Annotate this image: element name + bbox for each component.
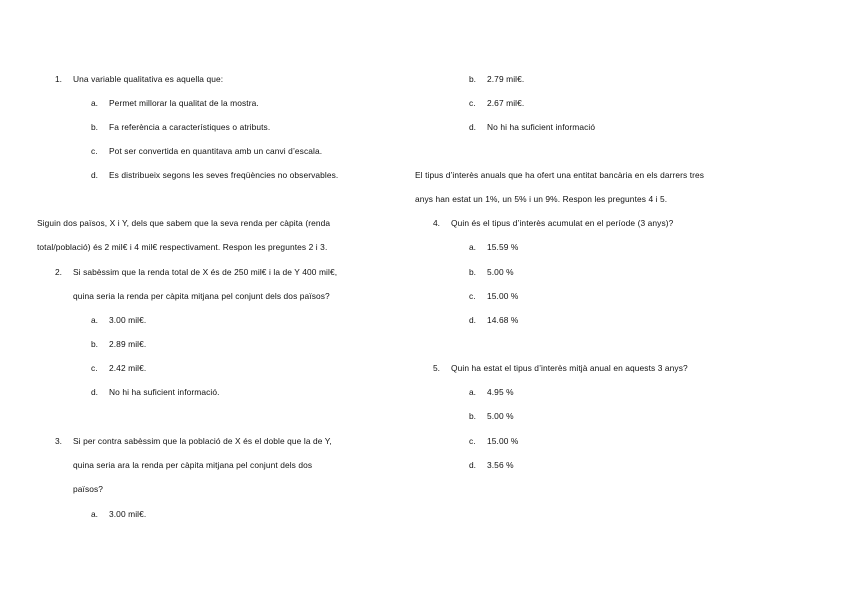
q1-option-c: Pot ser convertida en quantitava amb un canvi d’escala. [109, 146, 323, 156]
q1-option-b: Fa referència a característiques o atributs. [109, 122, 271, 132]
q5-text: Quin ha estat el tipus d’interès mitjà anual en aquests 3 anys? [451, 363, 688, 373]
q4-text: Quin és el tipus d’interès acumulat en el període (3 anys)? [451, 218, 674, 228]
q5-option-d-letter: d. [469, 460, 476, 470]
q4-option-b: 5.00 % [487, 267, 514, 277]
q5-option-d: 3.56 % [487, 460, 514, 470]
q5-option-c-letter: c. [469, 436, 476, 446]
q4-option-b-letter: b. [469, 267, 476, 277]
q1-option-b-letter: b. [91, 122, 98, 132]
q3-text-line2: quina seria ara la renda per càpita mitjana pel conjunt dels dos [73, 460, 313, 470]
q4-option-c: 15.00 % [487, 291, 519, 301]
q1-option-d: Es distribueix segons les seves freqüències no observables. [109, 170, 339, 180]
q2-number: 2. [55, 267, 62, 277]
q2-text-line2: quina seria la renda per càpita mitjana pel conjunt dels dos països? [73, 291, 330, 301]
q3-option-b-letter: b. [469, 74, 476, 84]
q5-option-a-letter: a. [469, 387, 476, 397]
q5-number: 5. [433, 363, 440, 373]
q2-option-a: 3.00 mil€. [109, 315, 147, 325]
q3-option-c: 2.67 mil€. [487, 98, 525, 108]
q4-option-d-letter: d. [469, 315, 476, 325]
q3-option-b: 2.79 mil€. [487, 74, 525, 84]
q2-option-d-letter: d. [91, 387, 98, 397]
q2-option-d: No hi ha suficient informació. [109, 387, 220, 397]
q3-number: 3. [55, 436, 62, 446]
q5-option-c: 15.00 % [487, 436, 519, 446]
q2-option-b-letter: b. [91, 339, 98, 349]
q3-option-a: 3.00 mil€. [109, 509, 147, 519]
q3-option-d-letter: d. [469, 122, 476, 132]
q3-option-d: No hi ha suficient informació [487, 122, 596, 132]
q1-option-d-letter: d. [91, 170, 98, 180]
q1-number: 1. [55, 74, 62, 84]
q1-text: Una variable qualitativa es aquella que: [73, 74, 224, 84]
q4-option-d: 14.68 % [487, 315, 519, 325]
q4-option-c-letter: c. [469, 291, 476, 301]
q2-option-c: 2.42 mil€. [109, 363, 147, 373]
q3-text-line1: Si per contra sabèssim que la població de X és el doble que la de Y, [73, 436, 332, 446]
q4-option-a: 15.59 % [487, 242, 519, 252]
interest-intro-line1: El tipus d’interès anuals que ha ofert una entitat bancària en els darrers tres [415, 170, 705, 180]
q1-option-a: Permet millorar la qualitat de la mostra. [109, 98, 259, 108]
q3-text-line3: països? [73, 484, 104, 494]
q5-option-b-letter: b. [469, 411, 476, 421]
q3-option-a-letter: a. [91, 509, 98, 519]
q4-option-a-letter: a. [469, 242, 476, 252]
q5-option-a: 4.95 % [487, 387, 514, 397]
countries-intro-line1: Siguin dos països, X i Y, dels que sabem que la seva renda per càpita (renda [37, 218, 331, 228]
countries-intro-line2: total/població) és 2 mil€ i 4 mil€ respectivament. Respon les preguntes 2 i 3. [37, 242, 328, 252]
q4-number: 4. [433, 218, 440, 228]
q2-option-b: 2.89 mil€. [109, 339, 147, 349]
q2-option-a-letter: a. [91, 315, 98, 325]
q3-option-c-letter: c. [469, 98, 476, 108]
q2-option-c-letter: c. [91, 363, 98, 373]
q2-text-line1: Si sabèssim que la renda total de X és de 250 mil€ i la de Y 400 mil€, [73, 267, 338, 277]
q1-option-a-letter: a. [91, 98, 98, 108]
q5-option-b: 5.00 % [487, 411, 514, 421]
q1-option-c-letter: c. [91, 146, 98, 156]
interest-intro-line2: anys han estat un 1%, un 5% i un 9%. Respon les preguntes 4 i 5. [415, 194, 668, 204]
